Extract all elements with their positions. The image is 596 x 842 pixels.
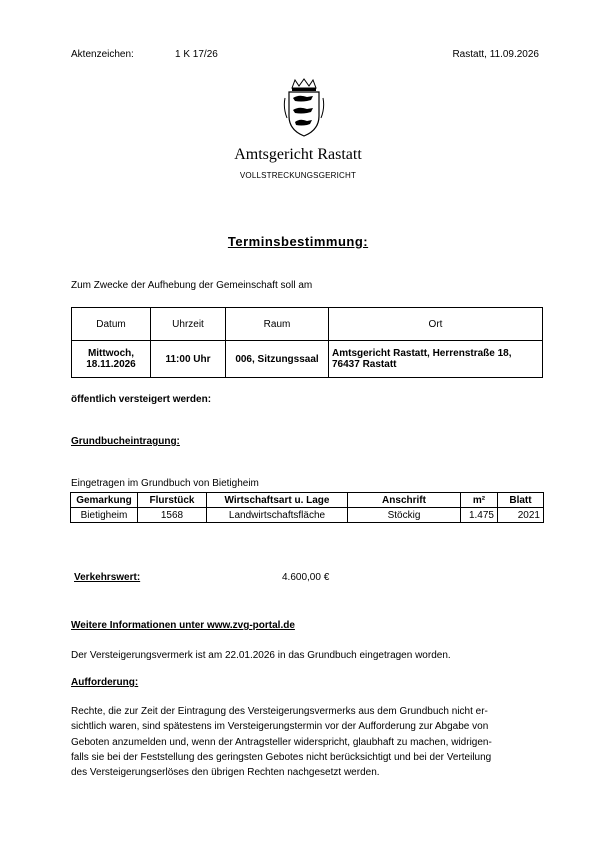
gb-header-anschrift: Anschrift <box>348 493 461 508</box>
aufforderung-line: Rechte, die zur Zeit der Eintragung des Versteigerungsvermerks aus dem Grundbuch nicht er- <box>71 706 488 717</box>
verkehrswert-label: Verkehrswert: <box>74 572 141 583</box>
grundbuch-table <box>70 492 544 523</box>
court-name: Amtsgericht Rastatt <box>234 146 362 163</box>
header-row <box>71 49 539 63</box>
aufforderung-line: sichtlich waren, sind spätestens im Versteigerungstermin vor der Aufforderung zur Abgabe von <box>71 721 489 733</box>
termin-datum-weekday: Mittwoch, <box>87 348 135 359</box>
gb-blatt: 2021 <box>498 508 544 523</box>
gb-header-flurstueck: Flurstück <box>138 493 207 508</box>
termin-ort-street: Amtsgericht Rastatt, Herrenstraße 18, <box>332 348 512 359</box>
termin-table <box>71 307 543 378</box>
gb-wirtschaftsart: Landwirtschaftsfläche <box>207 508 348 523</box>
intro-text: Zum Zwecke der Aufhebung der Gemeinschaft soll am <box>71 280 313 291</box>
grundbuch-heading: Grundbucheintragung: <box>71 436 180 447</box>
termin-datum <box>72 341 151 378</box>
gb-header-blatt: Blatt <box>498 493 544 508</box>
court-department: VOLLSTRECKUNGSGERICHT <box>239 171 357 180</box>
gb-gemarkung: Bietigheim <box>71 508 138 523</box>
aufforderung-heading: Aufforderung: <box>71 677 139 688</box>
vermerk-text: Der Versteigerungsvermerk ist am 22.01.2026 in das Grundbuch eingetragen worden. <box>71 650 451 661</box>
aktenzeichen-label: Aktenzeichen: <box>71 49 134 60</box>
termin-header-ort: Ort <box>329 308 543 341</box>
aufforderung-line: falls sie bei der Feststellung des geringsten Gebotes nicht berücksichtigt und bei der Verteilung <box>71 751 492 763</box>
grundbuch-intro: Eingetragen im Grundbuch von Bietigheim <box>71 478 259 489</box>
termin-raum: 006, Sitzungssaal <box>226 341 329 378</box>
termin-header-raum: Raum <box>226 308 329 341</box>
termin-ort-city: 76437 Rastatt <box>332 359 397 370</box>
document-title: Terminsbestimmung: <box>227 234 369 249</box>
gb-flurstueck: 1568 <box>138 508 207 523</box>
info-link-text: Weitere Informationen unter www.zvg-portal.de <box>71 620 295 631</box>
gb-flaeche: 1.475 <box>461 508 498 523</box>
termin-header-datum: Datum <box>72 308 151 341</box>
termin-uhrzeit: 11:00 Uhr <box>151 341 226 378</box>
termin-ort <box>329 341 543 378</box>
table-row <box>71 508 544 523</box>
gb-anschrift: Stöckig <box>348 508 461 523</box>
termin-header-uhrzeit: Uhrzeit <box>151 308 226 341</box>
place-date: Rastatt, 11.09.2026 <box>452 49 539 60</box>
gb-header-flaeche: m² <box>461 493 498 508</box>
termin-datum-date: 18.11.2026 <box>86 359 136 370</box>
verkehrswert-value: 4.600,00 € <box>282 572 330 583</box>
coat-of-arms-icon <box>283 78 325 138</box>
aktenzeichen-value: 1 K 17/26 <box>175 49 218 60</box>
versteigert-text: öffentlich versteigert werden: <box>71 394 212 405</box>
aufforderung-line: Geboten anzumelden und, wenn der Antragsteller widerspricht, glaubhaft zu machen, widrigen- <box>71 736 492 748</box>
gb-header-gemarkung: Gemarkung <box>71 493 138 508</box>
gb-header-wirtschaftsart: Wirtschaftsart u. Lage <box>207 493 348 508</box>
aufforderung-line: des Versteigerungserlöses den übrigen Rechten nachgesetzt werden. <box>71 767 380 779</box>
aufforderung-text <box>71 704 543 780</box>
